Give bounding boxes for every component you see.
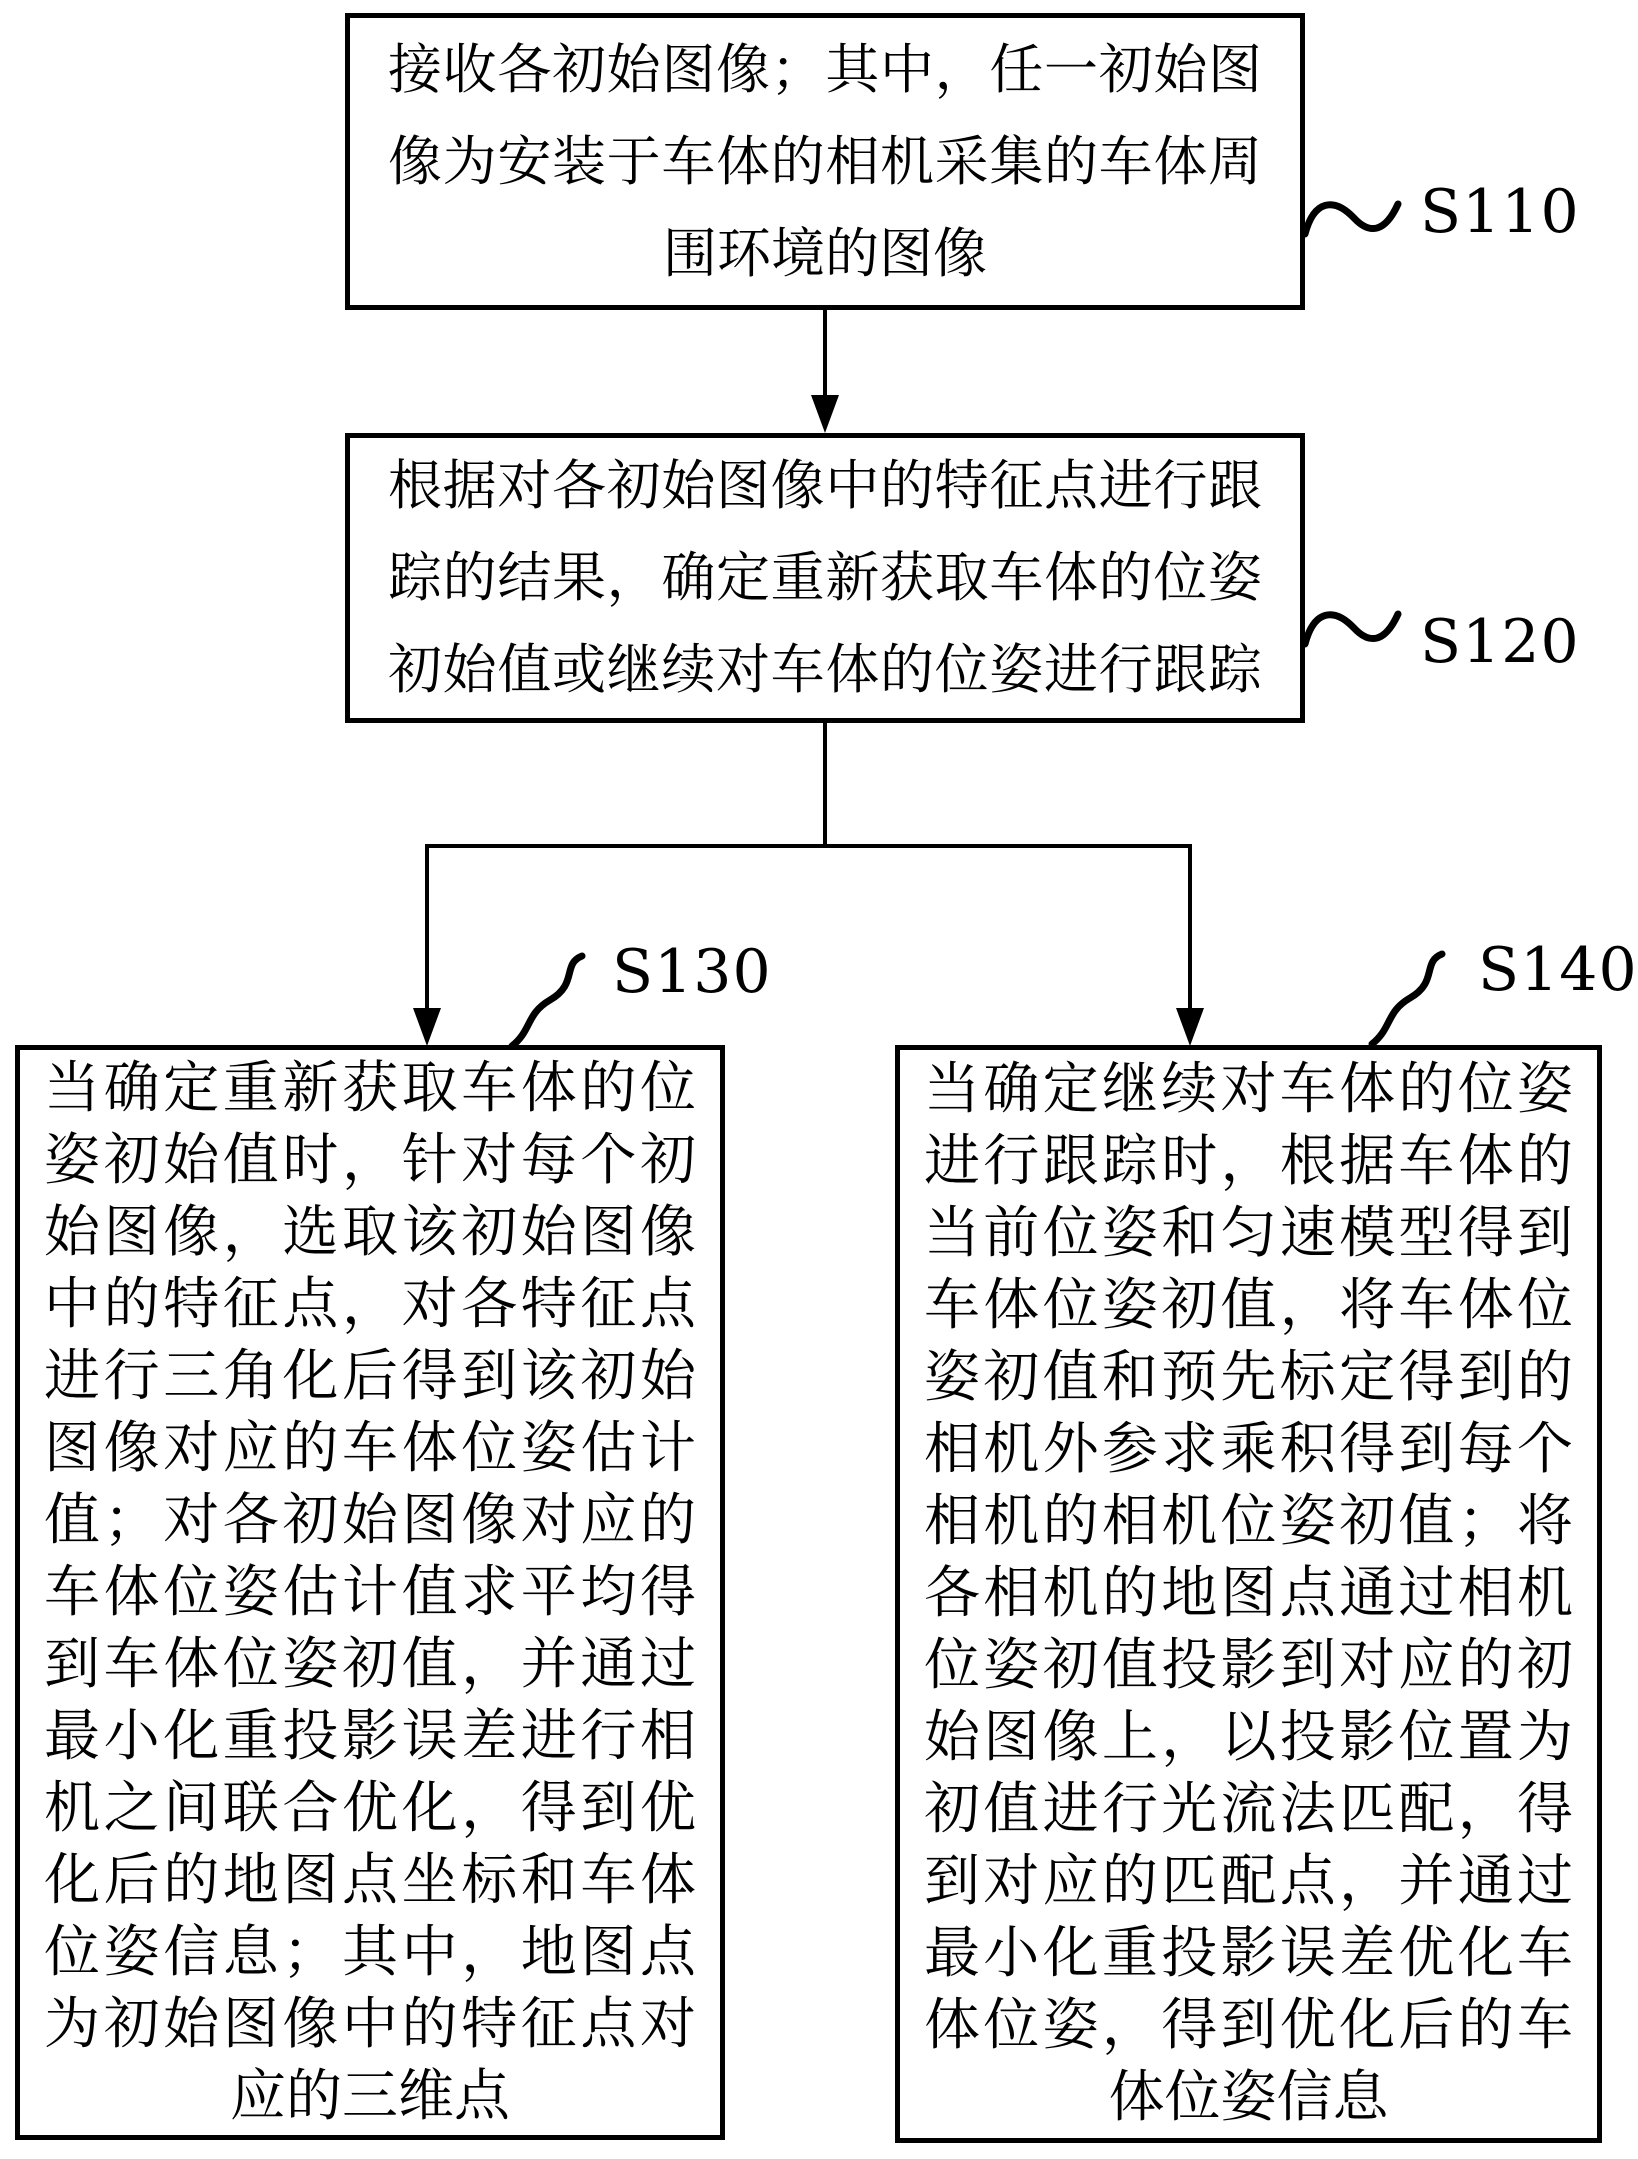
box-text-line: 到车体位姿初值，并通过 (44, 1631, 696, 1697)
s140-connector-squiggle (1348, 948, 1458, 1048)
box-text-line: 车体位姿初值，将车体位 (924, 1273, 1573, 1338)
box-text-line: 相机外参求乘积得到每个 (924, 1417, 1573, 1482)
box-text-line: 最小化重投影误差优化车 (924, 1921, 1573, 1986)
process-box-s110 (345, 13, 1305, 310)
box-text-line: 应的三维点 (230, 2063, 510, 2129)
step-label-s130: S130 (612, 937, 772, 1007)
box-text-line: 值；对各初始图像对应的 (44, 1487, 696, 1553)
arrow-line-box1-to-box2 (823, 310, 827, 398)
s120-connector-squiggle (1302, 598, 1407, 656)
box-text-line: 进行跟踪时，根据车体的 (924, 1129, 1573, 1194)
process-box-s120 (345, 433, 1305, 723)
box-text-line: 接收各初始图像；其中，任一初始图 (388, 37, 1262, 101)
box-text-line: 图像对应的车体位姿估计 (44, 1415, 696, 1481)
box-text-line: 车体位姿估计值求平均得 (44, 1559, 696, 1625)
box-text-line: 当前位姿和匀速模型得到 (924, 1201, 1573, 1266)
process-box-s140 (895, 1045, 1602, 2143)
step-label-s110: S110 (1420, 177, 1580, 247)
box-text-line: 像为安装于车体的相机采集的车体周 (388, 129, 1262, 193)
step-label-s120: S120 (1420, 607, 1580, 677)
branch-right-drop-line (1188, 844, 1192, 1010)
box-text-line: 到对应的匹配点，并通过 (924, 1849, 1573, 1914)
box-text-line: 位姿信息；其中，地图点 (44, 1919, 696, 1985)
box-text-line: 围环境的图像 (663, 221, 987, 285)
process-box-s130 (15, 1045, 725, 2140)
box-text-line: 最小化重投影误差进行相 (44, 1703, 696, 1769)
box-text-line: 中的特征点，对各特征点 (44, 1271, 696, 1337)
box-text-line: 初始值或继续对车体的位姿进行跟踪 (388, 638, 1262, 701)
box-text-line: 当确定重新获取车体的位 (44, 1055, 696, 1121)
box-text-line: 为初始图像中的特征点对 (44, 1991, 696, 2057)
arrowhead-branch-left (413, 1008, 441, 1046)
box-text-line: 机之间联合优化，得到优 (44, 1775, 696, 1841)
box-text-line: 姿初值和预先标定得到的 (924, 1345, 1573, 1410)
box-text-line: 根据对各初始图像中的特征点进行跟 (388, 454, 1262, 517)
s110-connector-squiggle (1302, 188, 1407, 246)
branch-left-drop-line (425, 844, 429, 1010)
box-text-line: 初值进行光流法匹配，得 (924, 1777, 1573, 1842)
box-text-line: 相机的相机位姿初值；将 (924, 1489, 1573, 1554)
s130-connector-squiggle (488, 950, 598, 1050)
box-text-line: 体位姿信息 (1108, 2065, 1389, 2130)
box-text-line: 进行三角化后得到该初始 (44, 1343, 696, 1409)
step-label-s140: S140 (1478, 935, 1638, 1005)
box-text-line: 各相机的地图点通过相机 (924, 1561, 1573, 1626)
box-text-line: 始图像上，以投影位置为 (924, 1705, 1573, 1770)
box-text-line: 姿初始值时，针对每个初 (44, 1127, 696, 1193)
arrowhead-branch-right (1176, 1008, 1204, 1046)
box-text-line: 始图像，选取该初始图像 (44, 1199, 696, 1265)
branch-stem-line (823, 723, 827, 848)
arrowhead-box1-to-box2 (811, 395, 839, 433)
box-text-line: 位姿初值投影到对应的初 (924, 1633, 1573, 1698)
branch-horizontal-line (425, 844, 1192, 848)
box-text-line: 体位姿，得到优化后的车 (924, 1993, 1573, 2058)
box-text-line: 化后的地图点坐标和车体 (44, 1847, 696, 1913)
box-text-line: 踪的结果，确定重新获取车体的位姿 (388, 546, 1262, 609)
box-text-line: 当确定继续对车体的位姿 (924, 1057, 1573, 1122)
